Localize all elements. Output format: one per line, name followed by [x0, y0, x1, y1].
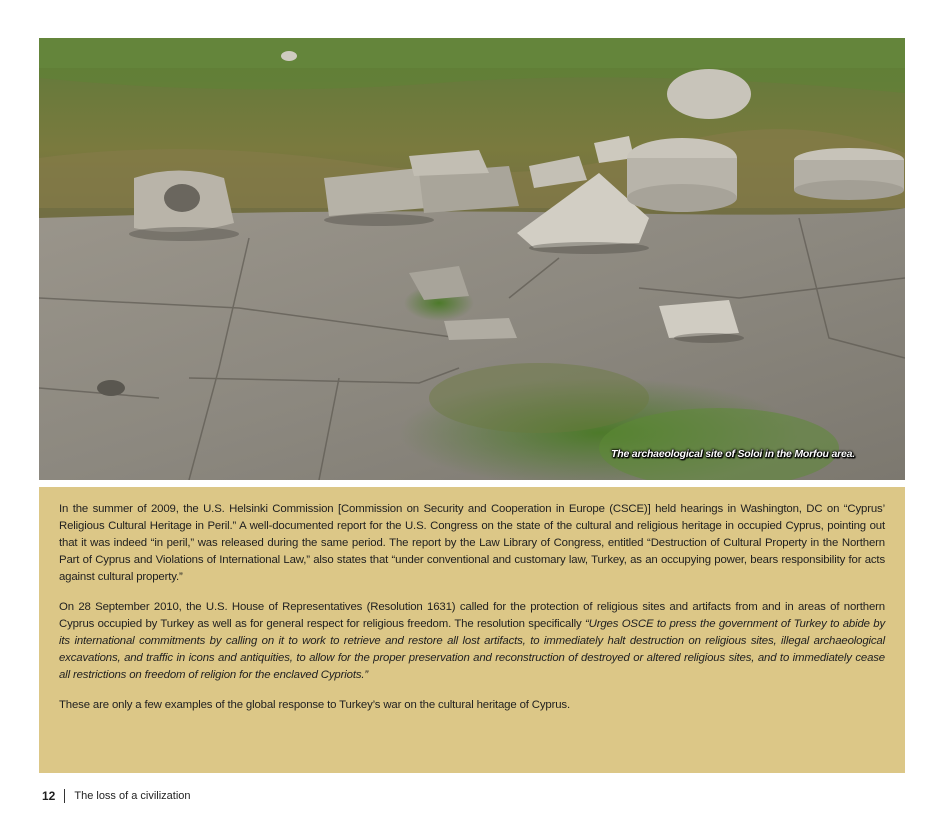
- site-photo: [39, 38, 905, 480]
- photo-caption: The archaeological site of Soloi in the Morfou area.: [611, 448, 855, 460]
- text-panel: [39, 487, 905, 773]
- paragraph-house-resolution: [59, 599, 885, 684]
- paragraph-helsinki-commission: In the summer of 2009, the U.S. Helsinki Commission [Commission on Security and Cooperation in Europe (CSCE)] held hearings in Washington, DC on “Cyprus’ Religious Cultural Heritage in Peril.” A well-documented report for the U.S. Congress on the state of the cultural and religious heritage in occupied Cyprus, pointing out that it was indeed “in peril,” was released during the same period. The report by the Law Library of Congress, entitled “Destruction of Cultural Property in the Northern Part of Cyprus and Violations of International Law,” also states that “under conventional and customary law, Turkey, as an occupying power, bears responsibility for acts against cultural property.”: [59, 503, 885, 583]
- publication-title: The loss of a civilization: [74, 790, 191, 802]
- page-number: 12: [42, 789, 56, 803]
- paragraph-conclusion: These are only a few examples of the global response to Turkey’s war on the cultural heritage of Cyprus.: [59, 699, 570, 711]
- resolution-intro: On 28 September 2010, the U.S. House of Representatives (Resolution 1631) called for the protection of religious sites and artifacts from and in areas of northern Cyprus occupied by Turkey as well as for general respect for religious freedom. The resolution specifically: [59, 601, 885, 630]
- footer-divider: [64, 789, 65, 803]
- page-footer: [42, 789, 191, 803]
- resolution-quote: “Urges OSCE to press the government of Turkey to abide by its international commitments by calling on it to work to retrieve and restore all lost artifacts, to immediately halt destruction on religious sites, illegal archaeological excavations, and traffic in icons and antiquities, to allow for the proper preservation and reconstruction of destroyed or altered religious sites, and to immediately cease all restrictions on freedom of religion for the enclaved Cypriots.”: [59, 618, 886, 681]
- soloi-ruins-photo: [39, 38, 905, 480]
